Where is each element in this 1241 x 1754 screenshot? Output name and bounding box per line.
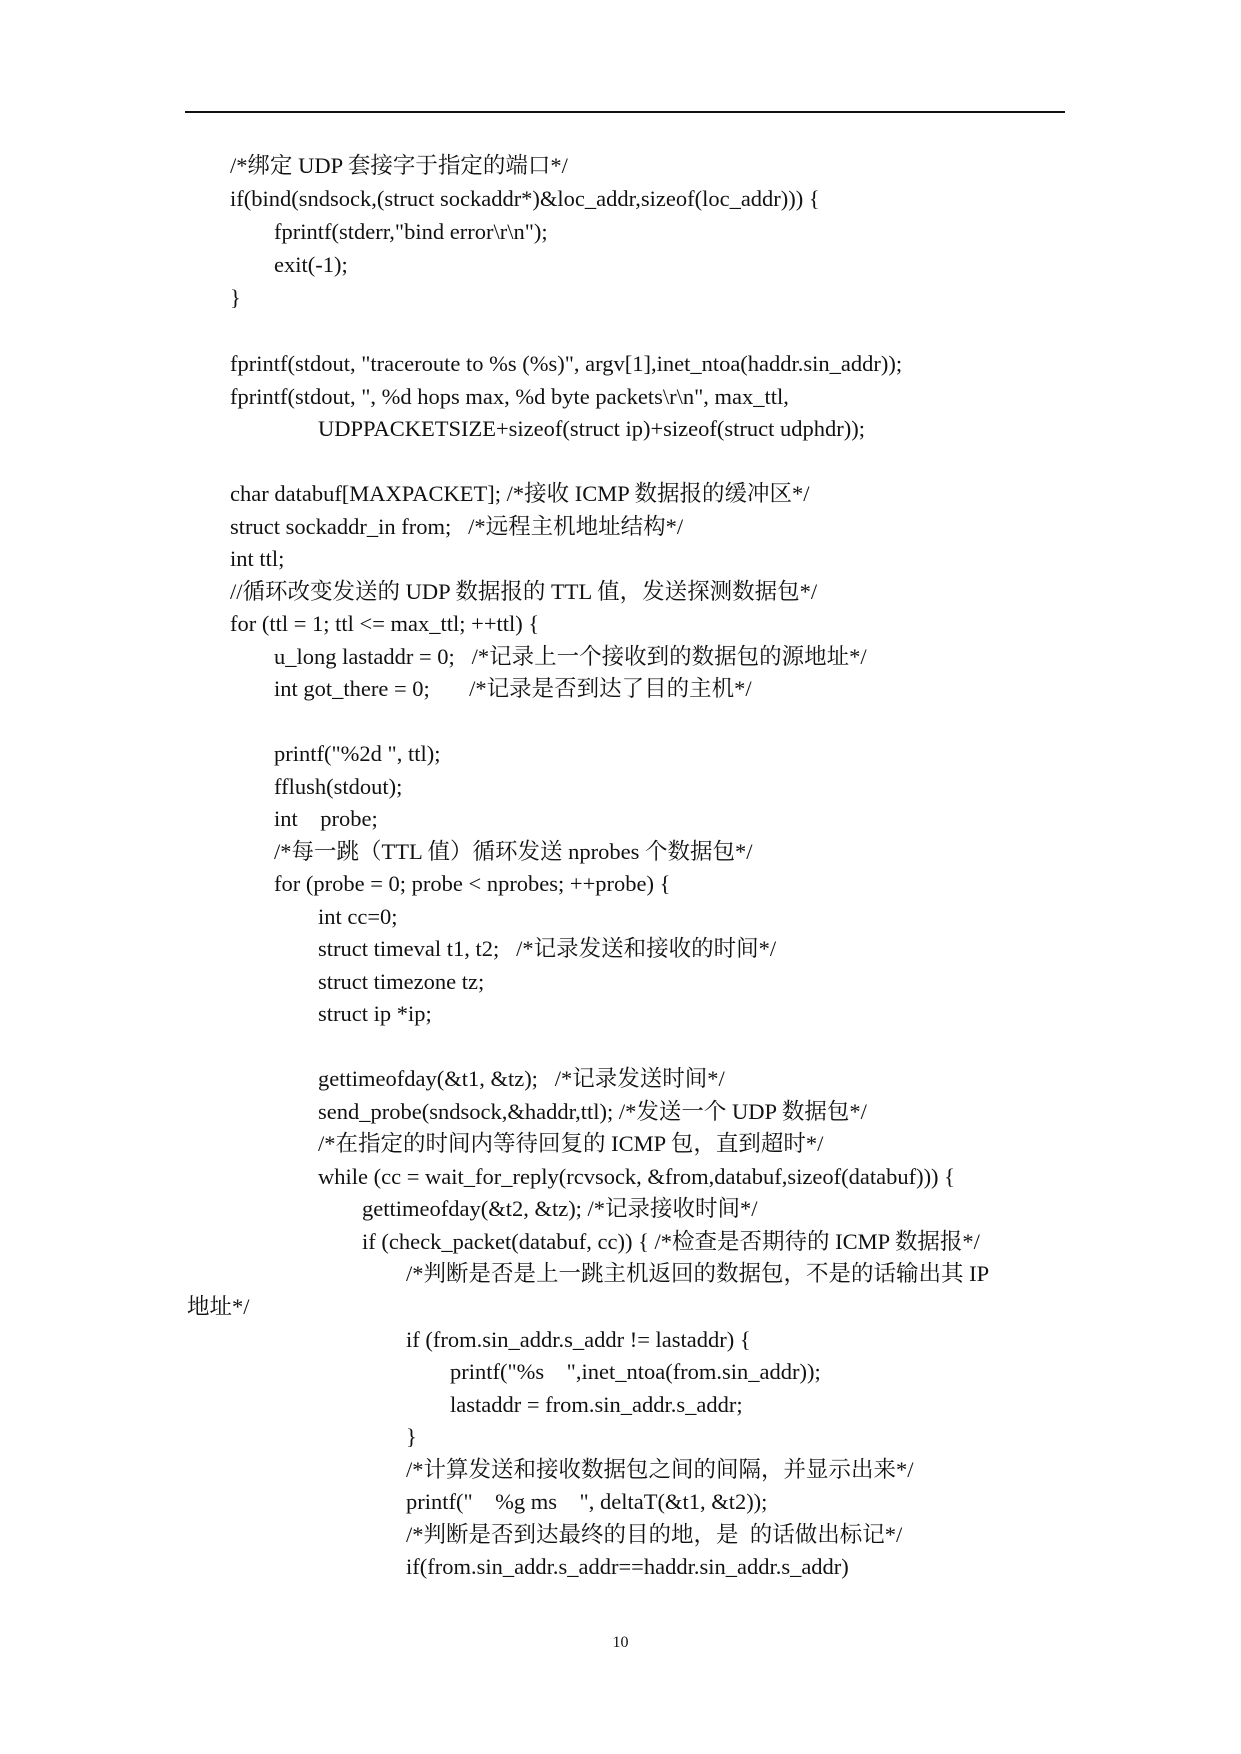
code-line: struct ip *ip;: [318, 1001, 432, 1026]
code-line: /*每一跳（TTL 值）循环发送 nprobes 个数据包*/: [274, 839, 753, 864]
code-line: /*判断是否到达最终的目的地，是 的话做出标记*/: [406, 1522, 903, 1547]
code-line: gettimeofday(&t1, &tz); /*记录发送时间*/: [318, 1066, 725, 1091]
page-number: 10: [612, 1634, 629, 1651]
code-line: exit(-1);: [274, 252, 348, 277]
code-line: gettimeofday(&t2, &tz); /*记录接收时间*/: [362, 1196, 758, 1221]
code-line: int ttl;: [230, 546, 285, 571]
code-line: fprintf(stdout, ", %d hops max, %d byte packets\r\n", max_ttl,: [230, 384, 789, 409]
code-line: /*计算发送和接收数据包之间的间隔，并显示出来*/: [406, 1457, 914, 1482]
code-line: fflush(stdout);: [274, 774, 403, 799]
code-line: fprintf(stdout, "traceroute to %s (%s)", argv[1],inet_ntoa(haddr.sin_addr));: [230, 351, 903, 376]
code-line: UDPPACKETSIZE+sizeof(struct ip)+sizeof(struct udphdr));: [318, 416, 865, 441]
code-line: 地址*/: [187, 1294, 250, 1319]
code-line: struct timezone tz;: [318, 969, 485, 994]
code-line: for (ttl = 1; ttl <= max_ttl; ++ttl) {: [230, 611, 540, 636]
code-line: fprintf(stderr,"bind error\r\n");: [274, 219, 548, 244]
code-line: /*绑定 UDP 套接字于指定的端口*/: [230, 153, 568, 178]
code-line: lastaddr = from.sin_addr.s_addr;: [450, 1392, 743, 1417]
code-line: send_probe(sndsock,&haddr,ttl); /*发送一个 UDP 数据包*/: [318, 1099, 867, 1124]
code-line: if (from.sin_addr.s_addr != lastaddr) {: [406, 1327, 751, 1352]
code-line: u_long lastaddr = 0; /*记录上一个接收到的数据包的源地址*/: [274, 644, 867, 669]
code-line: if(bind(sndsock,(struct sockaddr*)&loc_addr,sizeof(loc_addr))) {: [230, 186, 820, 211]
code-line: struct timeval t1, t2; /*记录发送和接收的时间*/: [318, 936, 777, 961]
code-line: int got_there = 0; /*记录是否到达了目的主机*/: [274, 676, 752, 701]
code-line: /*在指定的时间内等待回复的 ICMP 包，直到超时*/: [318, 1131, 824, 1156]
code-line: printf(" %g ms ", deltaT(&t1, &t2));: [406, 1489, 768, 1514]
code-line: if(from.sin_addr.s_addr==haddr.sin_addr.s_addr): [406, 1554, 849, 1579]
code-line: char databuf[MAXPACKET]; /*接收 ICMP 数据报的缓冲区*/: [230, 481, 810, 506]
code-line: printf("%s ",inet_ntoa(from.sin_addr));: [450, 1359, 821, 1384]
code-line: printf("%2d ", ttl);: [274, 741, 441, 766]
code-line: /*判断是否是上一跳主机返回的数据包，不是的话输出其 IP: [406, 1261, 990, 1286]
code-line: int probe;: [274, 806, 378, 831]
code-line: struct sockaddr_in from; /*远程主机地址结构*/: [230, 514, 684, 539]
code-line: for (probe = 0; probe < nprobes; ++probe) {: [274, 871, 671, 896]
code-line: //循环改变发送的 UDP 数据报的 TTL 值，发送探测数据包*/: [230, 579, 818, 604]
code-line: }: [230, 285, 241, 310]
code-line: int cc=0;: [318, 904, 398, 929]
code-line: while (cc = wait_for_reply(rcvsock, &from,databuf,sizeof(databuf))) {: [318, 1164, 955, 1189]
code-line: }: [406, 1424, 417, 1449]
code-line: if (check_packet(databuf, cc)) { /*检查是否期待的 ICMP 数据报*/: [362, 1229, 980, 1254]
